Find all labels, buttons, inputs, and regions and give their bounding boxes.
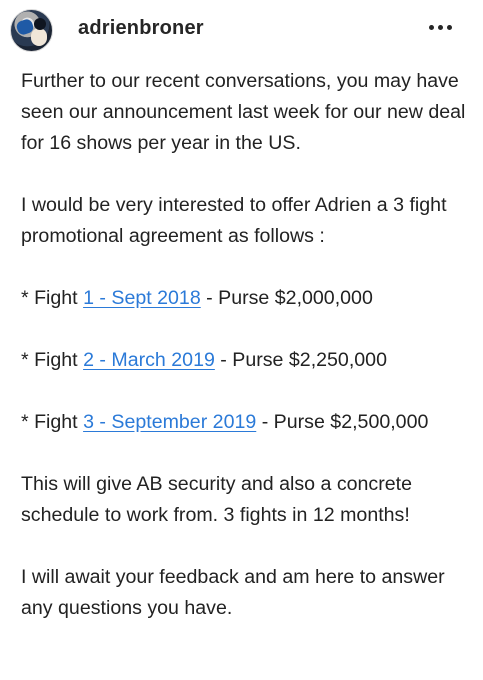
fight-purse: - Purse $2,500,000 [256,411,429,433]
post-header [0,0,483,62]
avatar-image-part [31,28,47,46]
fight-line-1 [21,283,471,314]
post-text [21,66,471,655]
fight-prefix: * Fight [21,349,84,371]
dot [429,25,434,30]
fight-date-link[interactable]: 2 - March 2019 [83,349,215,371]
dot [447,25,452,30]
fight-line-2 [21,345,471,376]
paragraph-offer: I would be very interested to offer Adrien a 3 fight promotional agreement as follows : [21,194,447,247]
paragraph-intro: Further to our recent conversations, you may have seen our announcement last week for our new deal for 16 shows per year in the US. [21,70,466,154]
fight-date-link[interactable]: 1 - Sept 2018 [83,287,201,309]
more-options-icon[interactable] [429,22,453,32]
fight-prefix: * Fight [21,287,84,309]
fight-date-link[interactable]: 3 - September 2019 [83,411,257,433]
fight-purse: - Purse $2,250,000 [214,349,387,371]
paragraph-security: This will give AB security and also a concrete schedule to work from. 3 fights in 12 months! [21,473,412,526]
paragraph-closing: I will await your feedback and am here to answer any questions you have. [21,566,445,619]
avatar[interactable] [10,9,53,52]
username-link[interactable]: adrienbroner [78,17,204,39]
fight-line-3 [21,407,471,438]
avatar-image-part [34,18,46,30]
dot [438,25,443,30]
fight-purse: - Purse $2,000,000 [200,287,373,309]
fight-prefix: * Fight [21,411,84,433]
